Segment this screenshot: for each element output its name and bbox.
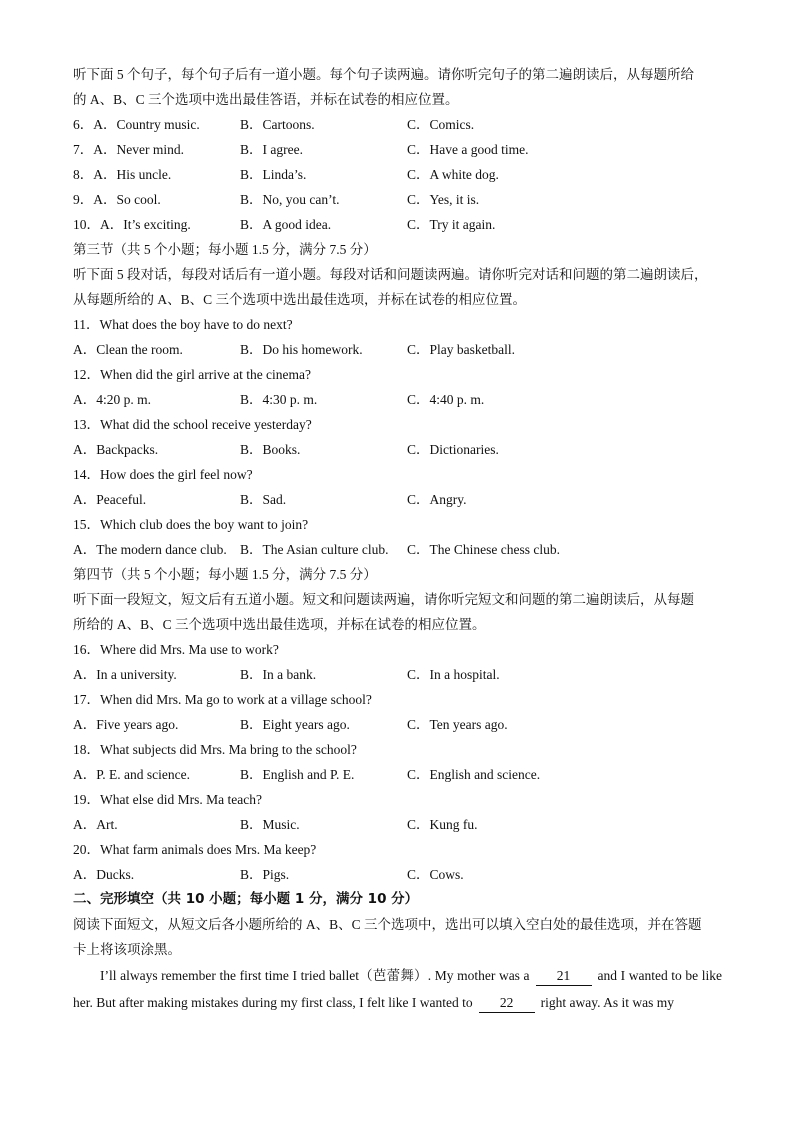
- question-13-options: [73, 437, 722, 462]
- option-c: C．Have a good time.: [407, 142, 529, 157]
- option-b: B．Do his homework.: [240, 342, 363, 357]
- option-a: 10．A．It’s exciting.: [73, 217, 191, 232]
- question-19-options: [73, 812, 722, 837]
- part3-instructions-line1: 听下面 5 段对话，每段对话后有一道小题。每段对话和问题读两遍。请你听完对话和问题的第二遍朗读后，: [73, 267, 708, 282]
- option-b: B．The Asian culture club.: [240, 542, 389, 557]
- option-b: B．Cartoons.: [240, 117, 315, 132]
- blank-22: 22: [479, 994, 535, 1013]
- option-a: A．In a university.: [73, 667, 177, 682]
- question-10-options: [73, 212, 722, 237]
- question-7-options: [73, 137, 722, 162]
- option-c: C．Ten years ago.: [407, 717, 508, 732]
- option-b: B．Linda’s.: [240, 167, 307, 182]
- option-b: B．4:30 p. m.: [240, 392, 318, 407]
- cloze-title: 二、完形填空（共 10 小题；每小题 1 分，满分 10 分）: [73, 891, 419, 907]
- option-c: C．Dictionaries.: [407, 442, 499, 457]
- cloze-instructions-line1: 阅读下面短文，从短文后各小题所给的 A、B、C 三个选项中，选出可以填入空白处的最佳选项，并在答题: [73, 917, 702, 932]
- question-9-options: [73, 187, 722, 212]
- option-c: C．Yes, it is.: [407, 192, 480, 207]
- option-a: A．Five years ago.: [73, 717, 179, 732]
- cloze-instructions-line2: 卡上将该项涂黑。: [73, 942, 181, 957]
- question-16-options: [73, 662, 722, 687]
- option-b: B．No, you can’t.: [240, 192, 340, 207]
- question-12-stem: 12．When did the girl arrive at the cinema?: [73, 367, 312, 382]
- question-15-options: [73, 537, 722, 562]
- question-16-stem: 16．Where did Mrs. Ma use to work?: [73, 642, 279, 657]
- option-a: A．4:20 p. m.: [73, 392, 152, 407]
- option-c: C．In a hospital.: [407, 667, 500, 682]
- question-12-options: [73, 387, 722, 412]
- option-b: B．In a bank.: [240, 667, 317, 682]
- passage-text-2: and I wanted to be like her. But after making mistakes during my first class, I felt like I wanted to: [73, 968, 722, 1010]
- option-c: C．The Chinese chess club.: [407, 542, 560, 557]
- part2-instructions-line1: 听下面 5 个句子，每个句子后有一道小题。每个句子读两遍。请你听完句子的第二遍朗读后，从每题所给: [73, 67, 694, 82]
- option-b: B．Pigs.: [240, 867, 290, 882]
- option-b: B．Music.: [240, 817, 300, 832]
- question-11-options: [73, 337, 722, 362]
- blank-21: 21: [536, 967, 592, 986]
- question-14-stem: 14．How does the girl feel now?: [73, 467, 253, 482]
- part4-instructions-line2: 所给的 A、B、C 三个选项中选出最佳选项，并标在试卷的相应位置。: [73, 617, 486, 632]
- passage-text-3: right away. As it was my: [540, 995, 675, 1010]
- question-17-stem: 17．When did Mrs. Ma go to work at a village school?: [73, 692, 372, 707]
- option-c: C．4:40 p. m.: [407, 392, 485, 407]
- question-18-stem: 18．What subjects did Mrs. Ma bring to the school?: [73, 742, 357, 757]
- option-a: A．Peaceful.: [73, 492, 147, 507]
- option-b: B．Sad.: [240, 492, 287, 507]
- question-15-stem: 15．Which club does the boy want to join?: [73, 517, 309, 532]
- part3-heading: 第三节（共 5 个小题；每小题 1.5 分，满分 7.5 分）: [73, 242, 377, 257]
- option-c: C．Play basketball.: [407, 342, 515, 357]
- question-14-options: [73, 487, 722, 512]
- option-a: 7．A．Never mind.: [73, 142, 184, 157]
- option-a: 6．A．Country music.: [73, 117, 200, 132]
- option-a: 8．A．His uncle.: [73, 167, 172, 182]
- question-13-stem: 13．What did the school receive yesterday?: [73, 417, 312, 432]
- option-c: C．English and science.: [407, 767, 541, 782]
- option-a: A．P. E. and science.: [73, 767, 190, 782]
- part2-instructions-line2: 的 A、B、C 三个选项中选出最佳答语，并标在试卷的相应位置。: [73, 92, 459, 107]
- cloze-passage: [73, 962, 722, 1016]
- question-20-stem: 20．What farm animals does Mrs. Ma keep?: [73, 842, 317, 857]
- question-20-options: [73, 862, 722, 887]
- question-19-stem: 19．What else did Mrs. Ma teach?: [73, 792, 262, 807]
- question-11-stem: 11．What does the boy have to do next?: [73, 317, 293, 332]
- passage-text-1: I’ll always remember the first time I tried ballet（芭蕾舞）. My mother was a: [100, 968, 530, 983]
- option-b: B．Eight years ago.: [240, 717, 350, 732]
- option-a: A．The modern dance club.: [73, 542, 227, 557]
- option-c: C．Try it again.: [407, 217, 496, 232]
- option-b: B．Books.: [240, 442, 301, 457]
- option-a: A．Clean the room.: [73, 342, 183, 357]
- part3-instructions-line2: 从每题所给的 A、B、C 三个选项中选出最佳选项，并标在试卷的相应位置。: [73, 292, 527, 307]
- option-a: A．Ducks.: [73, 867, 135, 882]
- option-c: C．Angry.: [407, 492, 467, 507]
- option-c: C．Cows.: [407, 867, 464, 882]
- option-a: 9．A．So cool.: [73, 192, 161, 207]
- option-c: C．A white dog.: [407, 167, 499, 182]
- option-a: A．Backpacks.: [73, 442, 159, 457]
- question-18-options: [73, 762, 722, 787]
- part4-heading: 第四节（共 5 个小题；每小题 1.5 分，满分 7.5 分）: [73, 567, 377, 582]
- question-17-options: [73, 712, 722, 737]
- part4-instructions-line1: 听下面一段短文，短文后有五道小题。短文和问题读两遍，请你听完短文和问题的第二遍朗读后，从每题: [73, 592, 694, 607]
- question-8-options: [73, 162, 722, 187]
- option-b: B．I agree.: [240, 142, 303, 157]
- option-c: C．Comics.: [407, 117, 475, 132]
- option-c: C．Kung fu.: [407, 817, 478, 832]
- option-a: A．Art.: [73, 817, 118, 832]
- option-b: B．A good idea.: [240, 217, 332, 232]
- question-6-options: [73, 112, 722, 137]
- option-b: B．English and P. E.: [240, 767, 355, 782]
